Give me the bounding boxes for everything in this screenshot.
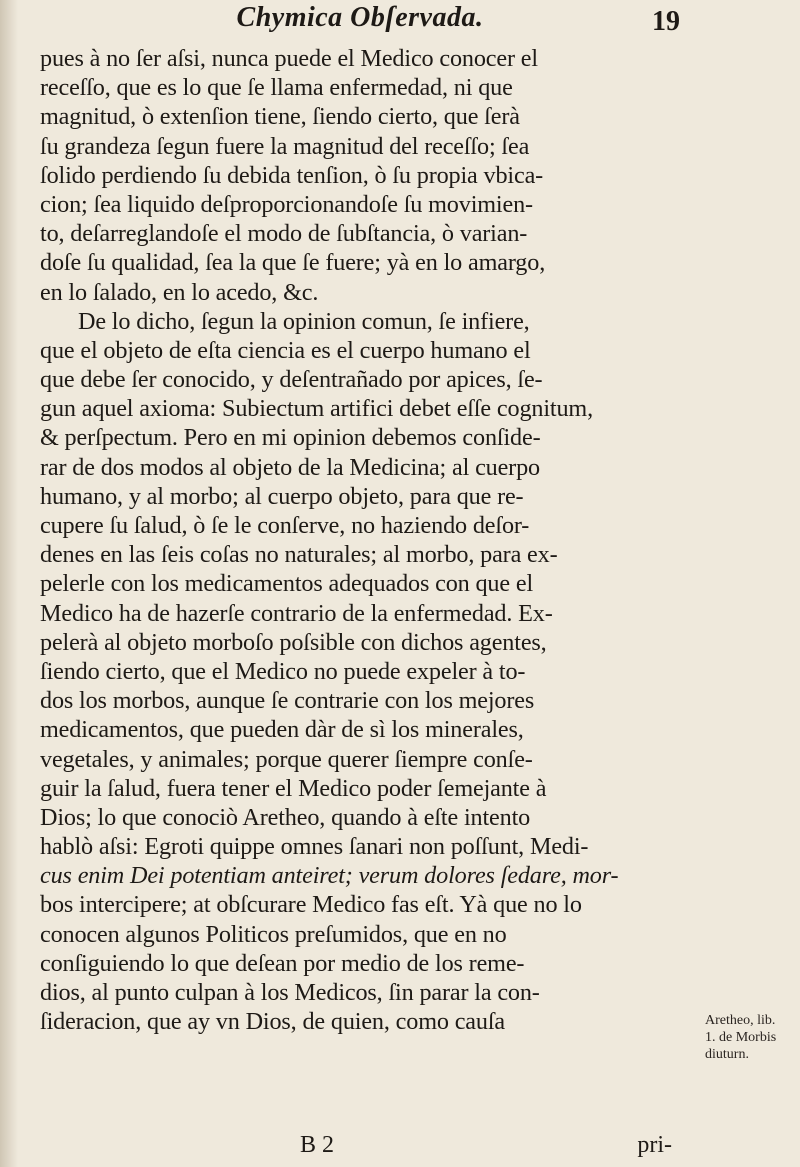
- text-line: doſe ſu qualidad, ſea la que ſe fuere; yà en lo amargo,: [40, 249, 546, 277]
- text-line: cupere ſu ſalud, ò ſe le conſerve, no haziendo deſor-: [40, 512, 530, 539]
- text-line: que el objeto de eſta ciencia es el cuerpo humano el: [40, 336, 531, 364]
- text-line: pelerà al objeto morboſo poſsible con dichos agentes,: [40, 628, 547, 656]
- text-line: que debe ſer conocido, y deſentrañado por apices, ſe-: [40, 366, 543, 394]
- page-number: 19: [652, 6, 680, 37]
- text-line: conſiguiendo lo que deſean por medio de los reme-: [40, 949, 525, 977]
- text-line: ſu grandeza ſegun fuere la magnitud del receſſo; ſea: [40, 132, 530, 160]
- text-line: dos los morbos, aunque ſe contrarie con los mejores: [40, 687, 535, 715]
- text-line: ſideracion, que ay vn Dios, de quien, como cauſa: [40, 1008, 505, 1036]
- text-line: receſſo, que es lo que ſe llama enfermedad, ni que: [40, 74, 513, 102]
- text-line: to, deſarreglandoſe el modo de ſubſtancia, ò varian-: [40, 220, 528, 248]
- text-line: pelerle con los medicamentos adequados con que el: [40, 570, 534, 598]
- text-line: magnitud, ò extenſion tiene, ſiendo cierto, que ſerà: [40, 103, 520, 131]
- text-line: pues à no ſer aſsi, nunca puede el Medico conocer el: [40, 45, 538, 72]
- text-line: ſiendo cierto, que el Medico no puede expeler à to-: [40, 657, 526, 685]
- text-line: denes en las ſeis coſas no naturales; al morbo, para ex-: [40, 541, 558, 569]
- text-line: dios, al punto culpan à los Medicos, ſin parar la con-: [40, 979, 540, 1006]
- text-line: gun aquel axioma: Subiectum artifici debet eſſe cognitum,: [40, 395, 593, 423]
- marginal-citation-line: Aretheo, lib.: [705, 1013, 776, 1028]
- text-line: hablò aſsi: Egroti quippe omnes ſanari non poſſunt, Medi-: [40, 833, 589, 861]
- paragraph-start-line: De lo dicho, ſegun la opinion comun, ſe infiere,: [78, 307, 530, 335]
- text-line: vegetales, y animales; porque querer ſiempre conſe-: [40, 745, 533, 773]
- text-line: conocen algunos Politicos preſumidos, que en no: [40, 920, 507, 948]
- text-line: bos intercipere; at obſcurare Medico fas eſt. Yà que no lo: [40, 891, 582, 919]
- marginal-citation-line: diuturn.: [705, 1047, 749, 1062]
- catchword: pri-: [637, 1132, 672, 1158]
- text-line: rar de dos modos al objeto de la Medicina; al cuerpo: [40, 453, 540, 481]
- marginal-citation: [705, 1012, 797, 1063]
- text-line: & perſpectum. Pero en mi opinion debemos conſide-: [40, 424, 541, 452]
- body-text: [40, 44, 676, 1036]
- text-line: cion; ſea liquido deſproporcionandoſe ſu movimien-: [40, 190, 533, 218]
- page-footer: [40, 1132, 676, 1164]
- marginal-citation-line: 1. de Morbis: [705, 1030, 777, 1045]
- running-title: Chymica Obſervada.: [236, 2, 484, 33]
- page-header: [40, 2, 680, 42]
- text-line: humano, y al morbo; al cuerpo objeto, para que re-: [40, 482, 524, 510]
- text-line: Medico ha de hazerſe contrario de la enfermedad. Ex-: [40, 599, 553, 627]
- text-line: guir la ſalud, fuera tener el Medico poder ſemejante à: [40, 774, 547, 802]
- text-line: en lo ſalado, en lo acedo, &c.: [40, 278, 319, 306]
- signature-mark: B 2: [300, 1132, 335, 1158]
- latin-quote-line: cus enim Dei potentiam anteiret; verum dolores ſedare, mor-: [40, 862, 619, 890]
- text-line: medicamentos, que pueden dàr de sì los minerales,: [40, 716, 524, 744]
- text-line: ſolido perdiendo ſu debida tenſion, ò ſu propia vbica-: [40, 161, 544, 189]
- text-line: Dios; lo que conociò Aretheo, quando à eſte intento: [40, 803, 531, 831]
- gutter-shadow: [0, 0, 18, 1167]
